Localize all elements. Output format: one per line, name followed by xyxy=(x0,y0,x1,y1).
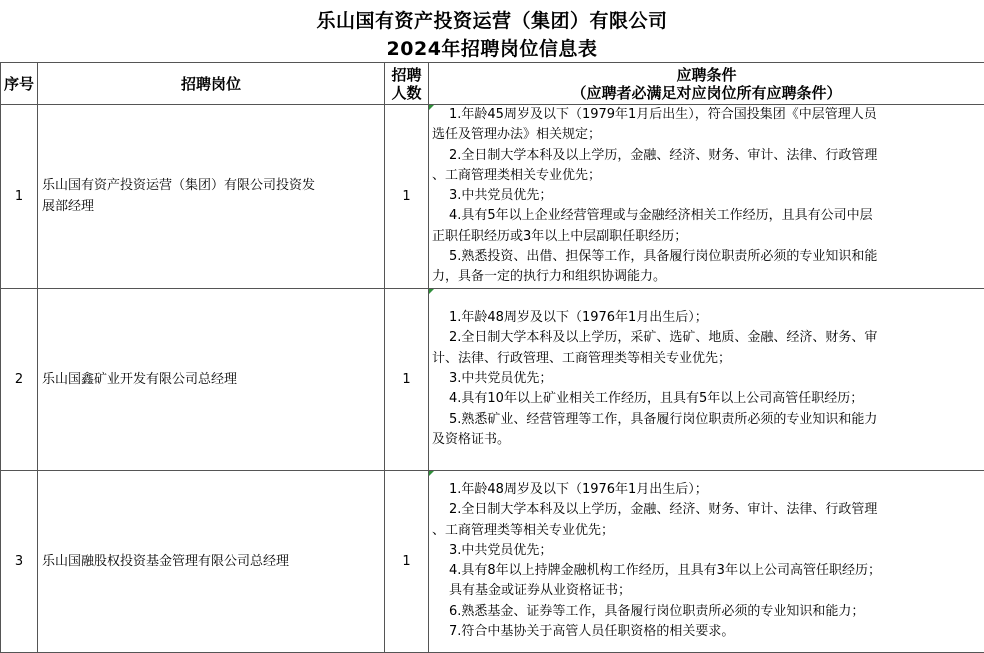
requirement-line: 2.全日制大学本科及以上学历，金融、经济、财务、审计、法律、行政管理 xyxy=(432,500,980,520)
document-subtitle: 2024年招聘岗位信息表 xyxy=(0,34,984,61)
requirement-line: 4.具有10年以上矿业相关工作经历，且具有5年以上公司高管任职经历； xyxy=(432,389,980,409)
cell-position[interactable] xyxy=(38,105,385,289)
requirement-line: 、工商管理类等相关专业优先； xyxy=(432,521,980,541)
cell-position[interactable] xyxy=(38,288,385,470)
title-block xyxy=(0,0,984,63)
requirement-line: 5.熟悉投资、出借、担保等工作，具备履行岗位职责所必须的专业知识和能 xyxy=(432,247,980,267)
requirement-line: 选任及管理办法》相关规定； xyxy=(432,125,980,145)
table-row xyxy=(1,105,984,289)
cell-no[interactable]: 2 xyxy=(1,288,38,470)
requirement-line: 7.符合中基协关于高管人员任职资格的相关要求。 xyxy=(432,622,980,642)
requirement-line: 3.中共党员优先； xyxy=(432,369,980,389)
cell-position[interactable] xyxy=(38,470,385,652)
requirement-line: 1.年龄48周岁及以下（1976年1月出生后）； xyxy=(432,480,980,500)
cell-count[interactable]: 1 xyxy=(385,470,429,652)
requirement-line: 3.中共党员优先； xyxy=(432,541,980,561)
position-line: 乐山国鑫矿业开发有限公司总经理 xyxy=(42,369,380,390)
comment-marker-icon xyxy=(429,289,434,294)
requirement-line: 3.中共党员优先； xyxy=(432,186,980,206)
cell-count[interactable]: 1 xyxy=(385,288,429,470)
requirement-line: 4.具有8年以上持牌金融机构工作经历，且具有3年以上公司高管任职经历； xyxy=(432,561,980,581)
recruitment-table xyxy=(0,62,984,653)
header-requirements-line2: （应聘者必满足对应岗位所有应聘条件） xyxy=(429,84,984,102)
cell-count[interactable]: 1 xyxy=(385,105,429,289)
requirement-line: 、工商管理类相关专业优先； xyxy=(432,166,980,186)
requirement-line: 2.全日制大学本科及以上学历，金融、经济、财务、审计、法律、行政管理 xyxy=(432,146,980,166)
cell-requirements[interactable] xyxy=(429,105,984,289)
requirement-line: 正职任职经历或3年以上中层副职任职经历； xyxy=(432,227,980,247)
table-row xyxy=(1,470,984,652)
requirement-line: 具有基金或证券从业资格证书； xyxy=(432,581,980,601)
table-row xyxy=(1,288,984,470)
requirement-line: 4.具有5年以上企业经营管理或与金融经济相关工作经历，且具有公司中层 xyxy=(432,206,980,226)
cell-no[interactable]: 3 xyxy=(1,470,38,652)
requirement-line: 计、法律、行政管理、工商管理类等相关专业优先； xyxy=(432,349,980,369)
header-count-line1: 招聘 xyxy=(385,66,428,84)
header-count[interactable] xyxy=(385,63,429,105)
requirement-line: 6.熟悉基金、证券等工作，具备履行岗位职责所必须的专业知识和能力； xyxy=(432,602,980,622)
comment-marker-icon xyxy=(429,471,434,476)
requirement-line: 力，具备一定的执行力和组织协调能力。 xyxy=(432,267,980,287)
header-row xyxy=(1,63,984,105)
position-line: 展部经理 xyxy=(42,196,380,217)
requirement-line: 5.熟悉矿业、经营管理等工作，具备履行岗位职责所必须的专业知识和能力 xyxy=(432,410,980,430)
header-requirements-line1: 应聘条件 xyxy=(429,66,984,84)
position-line: 乐山国融股权投资基金管理有限公司总经理 xyxy=(42,551,380,572)
requirement-line: 1.年龄48周岁及以下（1976年1月出生后）； xyxy=(432,308,980,328)
cell-requirements[interactable] xyxy=(429,470,984,652)
comment-marker-icon xyxy=(429,105,434,110)
requirement-line: 及资格证书。 xyxy=(432,430,980,450)
header-position[interactable]: 招聘岗位 xyxy=(38,63,385,105)
header-no[interactable]: 序号 xyxy=(1,63,38,105)
cell-no[interactable]: 1 xyxy=(1,105,38,289)
header-requirements[interactable] xyxy=(429,63,984,105)
header-count-line2: 人数 xyxy=(385,84,428,102)
requirement-line: 2.全日制大学本科及以上学历，采矿、选矿、地质、金融、经济、财务、审 xyxy=(432,328,980,348)
position-line: 乐山国有资产投资运营（集团）有限公司投资发 xyxy=(42,175,380,196)
requirement-line: 1.年龄45周岁及以下（1979年1月后出生），符合国投集团《中层管理人员 xyxy=(432,105,980,125)
document-title: 乐山国有资产投资运营（集团）有限公司 xyxy=(0,6,984,33)
cell-requirements[interactable] xyxy=(429,288,984,470)
